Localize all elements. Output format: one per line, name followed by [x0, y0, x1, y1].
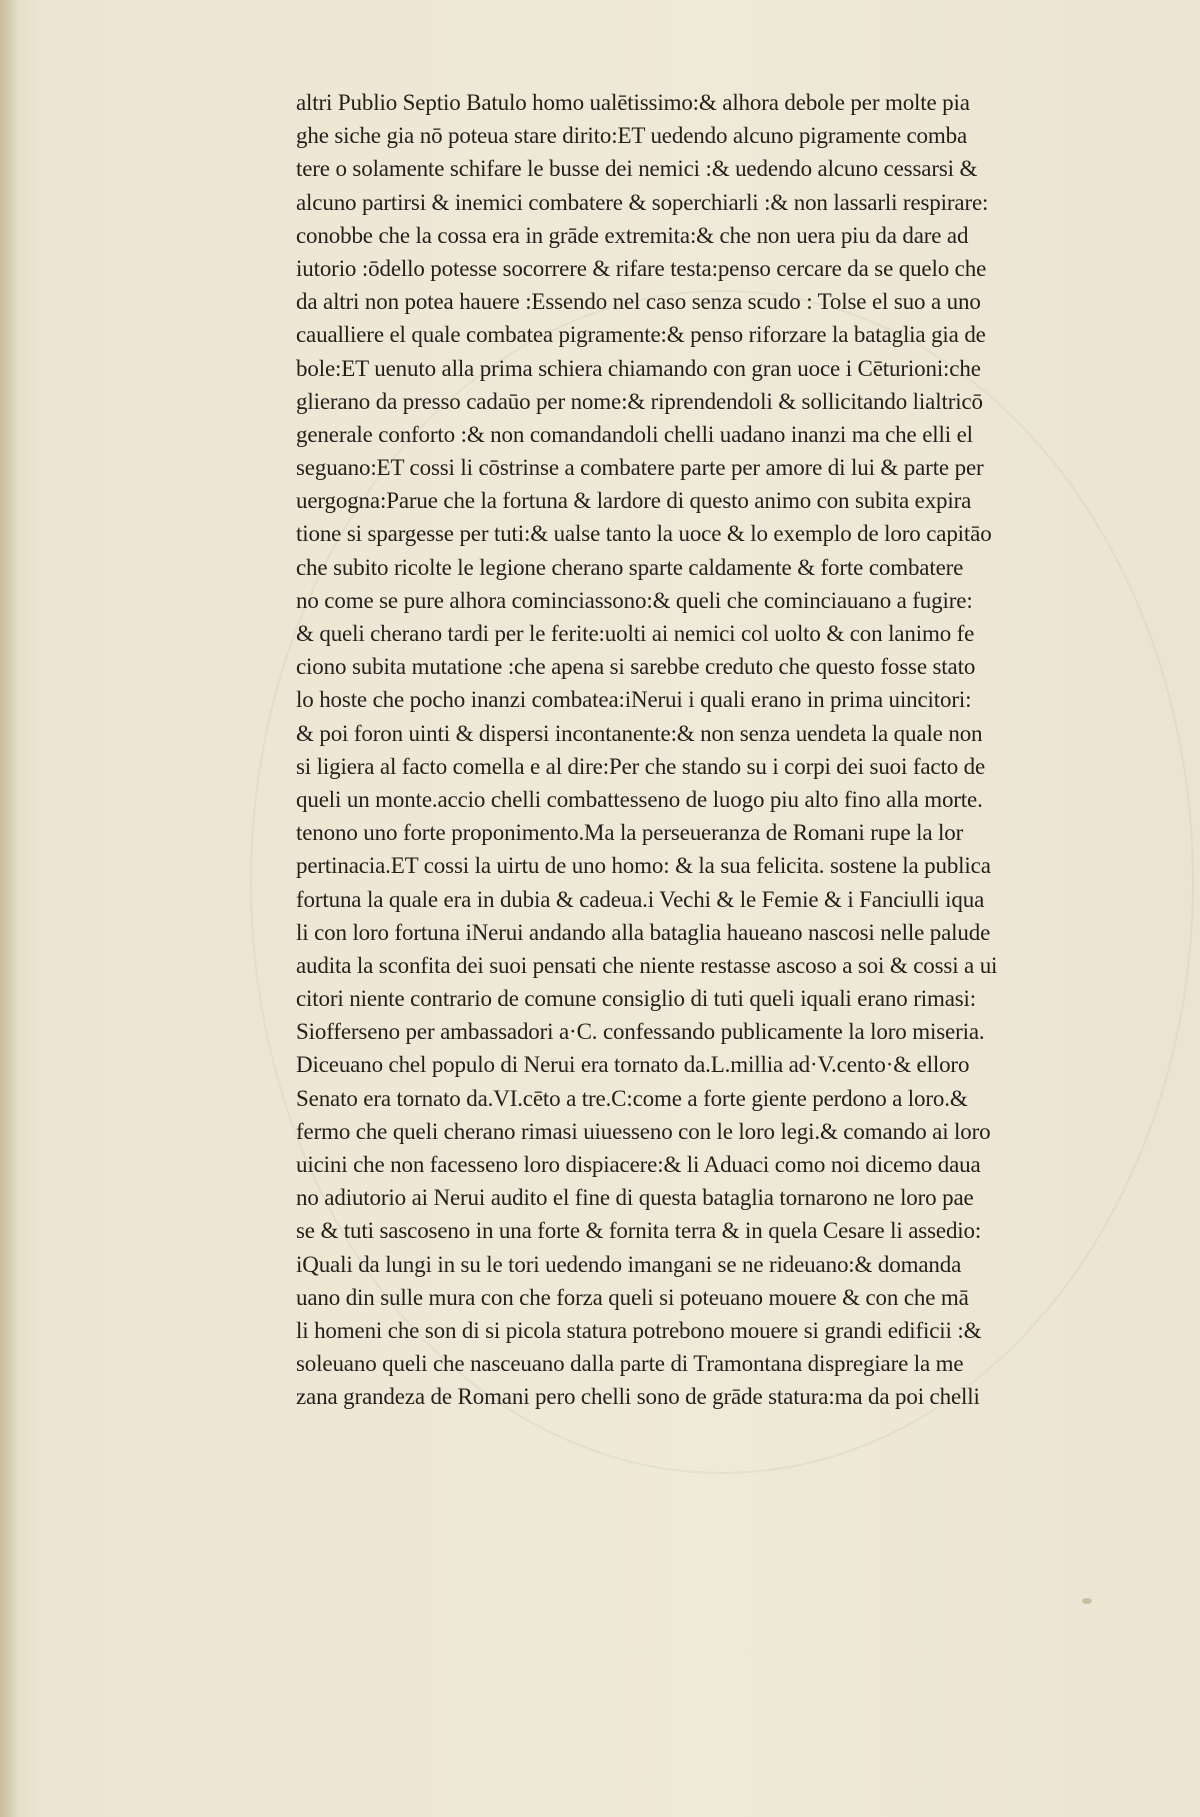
text-line: uano din sulle mura con che forza queli si poteuano mouere & con che mā: [296, 1284, 969, 1310]
text-column: [296, 86, 1132, 1414]
text-line: lo hoste che pocho inanzi combatea:iNerui i quali erano in prima uincitori:: [296, 687, 972, 713]
text-line: uicini che non facesseno loro dispiacere:& li Aduaci como noi dicemo daua: [296, 1152, 981, 1177]
text-line: caualliere el quale combatea pigramente:& penso riforzare la bataglia gia de: [296, 322, 986, 348]
text-line: che subito ricolte le legione cherano sparte caldamente & forte combatere: [296, 554, 964, 580]
text-line: seguano:ET cossi li cōstrinse a combatere parte per amore di lui & parte per: [296, 455, 984, 481]
text-line: citori niente contrario de comune consiglio di tuti queli iquali erano rimasi:: [296, 986, 977, 1012]
text-line: pertinacia.ET cossi la uirtu de uno homo: & la sua felicita. sostene la publica: [296, 853, 991, 879]
text-line: tenono uno forte proponimento.Ma la perseueranza de Romani rupe la lor: [296, 820, 964, 846]
text-line: Diceuano chel populo di Nerui era tornato da.L.millia ad·V.cento·& elloro: [296, 1052, 970, 1078]
text-line: iutorio :ōdello potesse socorrere & rifare testa:penso cercare da se quelo che: [296, 255, 987, 281]
text-line: soleuano queli che nasceuano dalla parte di Tramontana dispregiare la me: [296, 1351, 964, 1377]
text-line: altri Publio Septio Batulo homo ualētissimo:& alhora debole per molte pia: [296, 90, 970, 115]
text-line: Siofferseno per ambassadori a·C. confessando publicamente la loro miseria.: [296, 1019, 985, 1045]
text-line: & poi foron uinti & dispersi incontanente:& non senza uendeta la quale non: [296, 720, 983, 746]
text-line: no adiutorio ai Nerui audito el fine di questa bataglia tornarono ne loro pae: [296, 1185, 974, 1211]
text-line: tere o solamente schifare le busse dei nemici :& uedendo alcuno cessarsi &: [296, 156, 978, 182]
text-line: li homeni che son di si picola statura potrebono mouere si grandi edificii :&: [296, 1317, 982, 1343]
text-line: no come se pure alhora cominciassono:& queli che cominciauano a fugire:: [296, 587, 973, 613]
text-line: si ligiera al facto comella e al dire:Per che stando su i corpi dei suoi facto de: [296, 753, 986, 779]
text-line: queli un monte.accio chelli combattesseno de luogo piu alto fino alla morte.: [296, 786, 983, 812]
text-line: ghe siche gia nō poteua stare dirito:ET uedendo alcuno pigramente comba: [296, 123, 968, 149]
binding-edge: [0, 0, 18, 1817]
text-line: glierano da presso cadaūo per nome:& riprendendoli & sollicitando lialtricō: [296, 388, 983, 414]
text-line: Senato era tornato da.VI.cēto a tre.C:come a forte giente perdono a loro.&: [296, 1085, 968, 1111]
paper-stain: [1082, 1598, 1092, 1604]
text-line: tione si spargesse per tuti:& ualse tanto la uoce & lo exemplo de loro capitāo: [296, 521, 992, 547]
text-line: fortuna la quale era in dubia & cadeua.i Vechi & le Femie & i Fanciulli iqua: [296, 886, 985, 912]
text-line: bole:ET uenuto alla prima schiera chiamando con gran uoce i Cēturioni:che: [296, 355, 981, 381]
text-line: alcuno partirsi & inemici combatere & soperchiarli :& non lassarli respirare:: [296, 189, 989, 215]
text-line: conobbe che la cossa era in grāde extremita:& che non uera piu da dare ad: [296, 222, 969, 248]
text-line: zana grandeza de Romani pero chelli sono de grāde statura:ma da poi chelli: [296, 1384, 980, 1410]
text-line: generale conforto :& non comandandoli chelli uadano inanzi ma che elli el: [296, 421, 973, 447]
text-line: ciono subita mutatione :che apena si sarebbe creduto che questo fosse stato: [296, 654, 976, 680]
text-line: fermo che queli cherano rimasi uiuesseno con le loro legi.& comando ai loro: [296, 1118, 991, 1144]
text-line: se & tuti sascoseno in una forte & fornita terra & in quela Cesare li assedio:: [296, 1218, 982, 1244]
text-line: iQuali da lungi in su le tori uedendo imangani se ne rideuano:& domanda: [296, 1251, 962, 1277]
text-line: li con loro fortuna iNerui andando alla bataglia haueano nascosi nelle palude: [296, 919, 991, 945]
text-line: audita la sconfita dei suoi pensati che niente restasse ascoso a soi & cossi a ui: [296, 952, 998, 978]
text-line: da altri non potea hauere :Essendo nel caso senza scudo : Tolse el suo a uno: [296, 289, 981, 315]
text-line: & queli cherano tardi per le ferite:uolti ai nemici col uolto & con lanimo fe: [296, 621, 975, 646]
text-line: uergogna:Parue che la fortuna & lardore di questo animo con subita expira: [296, 488, 972, 514]
